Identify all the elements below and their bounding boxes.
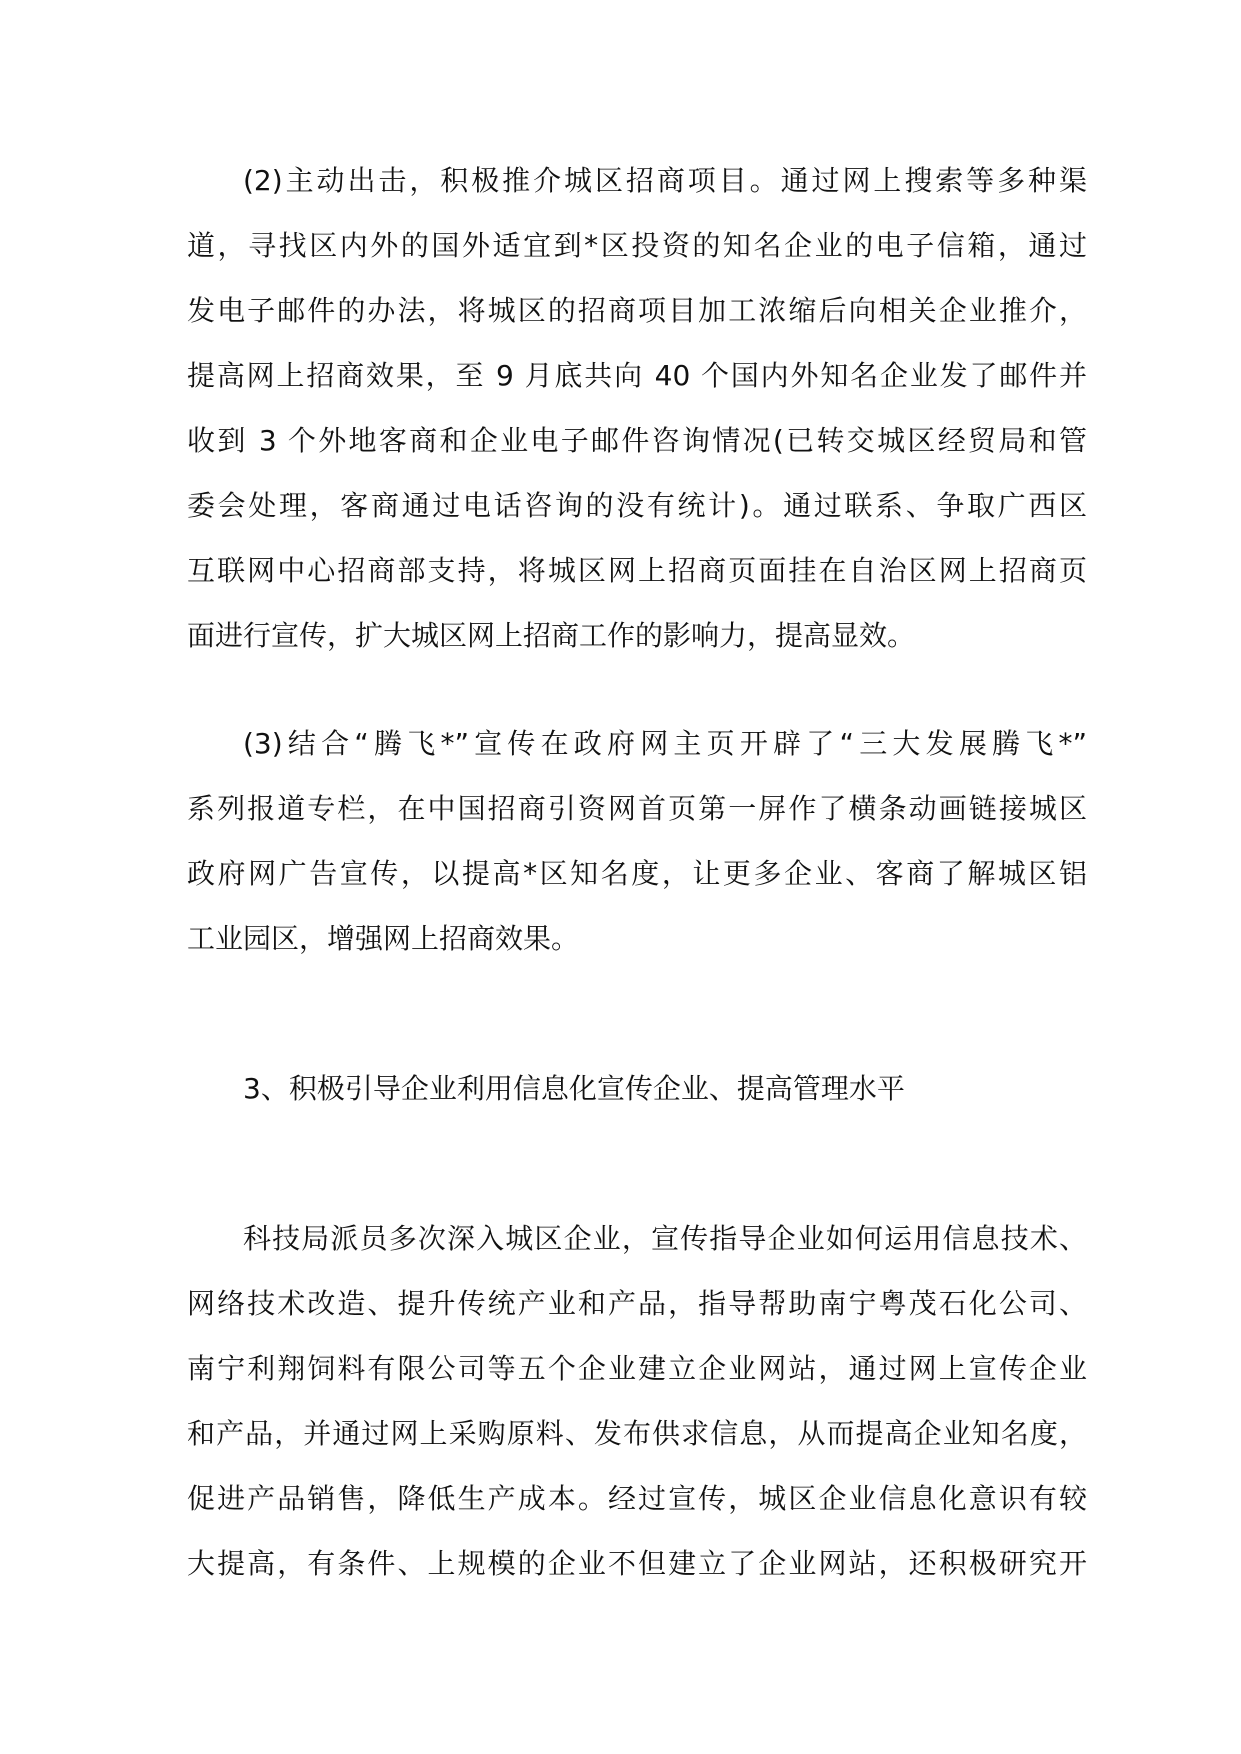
text-line: 系列报道专栏，在中国招商引资网首页第一屏作了横条动画链接城区 — [187, 792, 1087, 825]
text-line: 促进产品销售，降低生产成本。经过宣传，城区企业信息化意识有较 — [187, 1482, 1087, 1515]
text-line: 道，寻找区内外的国外适宜到*区投资的知名企业的电子信箱，通过 — [187, 229, 1087, 262]
text-line: 科技局派员多次深入城区企业，宣传指导企业如何运用信息技术、 — [243, 1222, 1087, 1255]
text-line: 收到 3 个外地客商和企业电子邮件咨询情况(已转交城区经贸局和管 — [187, 424, 1087, 457]
text-line: 工业园区，增强网上招商效果。 — [187, 922, 580, 955]
text-line: 和产品，并通过网上采购原料、发布供求信息，从而提高企业知名度， — [187, 1417, 1087, 1450]
heading-text: 3、积极引导企业利用信息化宣传企业、提高管理水平 — [243, 1072, 905, 1105]
text-line: 大提高，有条件、上规模的企业不但建立了企业网站，还积极研究开 — [187, 1547, 1087, 1580]
paragraph-online-promotion — [187, 148, 1087, 668]
text-line: 发电子邮件的办法，将城区的招商项目加工浓缩后向相关企业推介， — [187, 294, 1087, 327]
paragraph-tengfei-campaign — [187, 711, 1087, 971]
text-line: (2)主动出击，积极推介城区招商项目。通过网上搜索等多种渠 — [243, 164, 1087, 197]
text-line: 政府网广告宣传，以提高*区知名度，让更多企业、客商了解城区铝 — [187, 857, 1087, 890]
text-line: 委会处理，客商通过电话咨询的没有统计)。通过联系、争取广西区 — [187, 489, 1087, 522]
text-line: 面进行宣传，扩大城区网上招商工作的影响力，提高显效。 — [187, 619, 916, 652]
section-heading — [187, 1056, 1087, 1121]
text-line: 网络技术改造、提升传统产业和产品，指导帮助南宁粤茂石化公司、 — [187, 1287, 1087, 1320]
text-line: 提高网上招商效果，至 9 月底共向 40 个国内外知名企业发了邮件并 — [187, 359, 1087, 392]
paragraph-enterprise-informatization — [187, 1206, 1087, 1596]
text-line: 南宁利翔饲料有限公司等五个企业建立企业网站，通过网上宣传企业 — [187, 1352, 1087, 1385]
text-line: (3)结合“腾飞*”宣传在政府网主页开辟了“三大发展腾飞*” — [243, 727, 1087, 760]
text-line: 互联网中心招商部支持，将城区网上招商页面挂在自治区网上招商页 — [187, 554, 1087, 587]
